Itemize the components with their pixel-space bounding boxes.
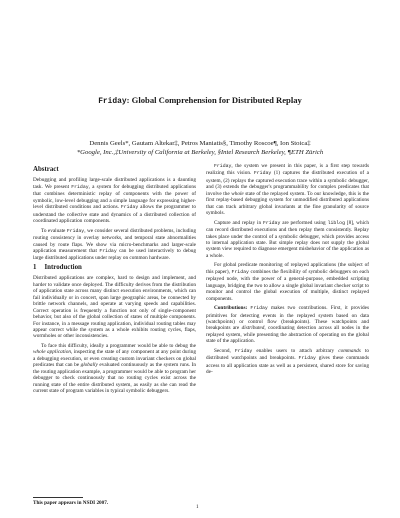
text-span: For global predicate monitoring of replayed applications (the subject of this paper), bbox=[206, 262, 369, 275]
text-span: allows the programmer to understand the collective state and dynamics of a distributed collection of coordinated application components. bbox=[33, 204, 196, 225]
right-paragraph-1 bbox=[206, 163, 369, 217]
system-name: Friday bbox=[99, 248, 117, 254]
intro-paragraph-1: Distributed applications are complex, hard to design and implement, and harder to validate once deployed. The difficulty derives from the distribution of application state across many distinct execution environments, which can fail individually or in concert, span large geographic areas, be connected by brittle network channels, and operate at varying speeds and capabilities. Correct operation is frequently a function not only of single-component behavior, but also of the global collection of states of multiple components. For instance, in a message routing application, individual routing tables may appear correct while the system as a whole exhibits routing cycles, flaps, wormholes or other inconsistencies. bbox=[33, 275, 196, 340]
abstract-heading: Abstract bbox=[33, 166, 59, 173]
title-rest: : Global Comprehension for Distributed Replay bbox=[126, 95, 302, 105]
text-span: To evaluate bbox=[41, 227, 67, 234]
system-name: Friday bbox=[298, 356, 316, 362]
author-block bbox=[0, 139, 400, 157]
right-column bbox=[206, 163, 369, 379]
title-system-name: Friday bbox=[98, 97, 127, 106]
system-name: Friday bbox=[214, 164, 232, 169]
text-span: , the system we present in this paper, is a first step towards realizing this vision. bbox=[206, 163, 369, 177]
text-span: , a system for debugging distributed applications that combines deterministic replay of components with the power of symbolic, low-level debugging and a simple language for expressing higher-level distributed conditions and actions. bbox=[33, 183, 197, 211]
system-name: Friday bbox=[262, 220, 281, 226]
text-span: (1) captures the distributed execution of a system, (2) replays the captured execution trace within a symbolic debugger, and (3) extends the debugger's programmability for complex predicates that involve the bbox=[206, 170, 369, 197]
author-names: Dennis Geels*, Gautam Altekar‡, Petros Maniatis§, Timothy Roscoe¶, Ion Stoica‡ bbox=[89, 140, 311, 147]
right-paragraph-3 bbox=[206, 262, 369, 302]
run-in-heading: Contributions: bbox=[214, 305, 248, 312]
system-name: Friday bbox=[66, 228, 85, 234]
system-name: Friday bbox=[234, 348, 253, 354]
introduction-heading bbox=[33, 265, 196, 271]
author-affiliations: *Google, Inc.,‡University of California at Berkeley, §Intel Research Berkeley, ¶ETH Zürich bbox=[76, 149, 324, 156]
text-span: enables users to attach arbitrary bbox=[252, 347, 339, 354]
emphasis: commands bbox=[338, 347, 361, 354]
text-span: makes two contributions. First, it provides primitives for detecting events in the replayed system based on data (watchpoints) or control flow (breakpoints). These watchpoints and breakpoints are bbox=[206, 305, 369, 332]
system-name: Friday bbox=[250, 306, 268, 312]
text-span: To face this difficulty, ideally a programmer would be able to debug the bbox=[41, 342, 196, 349]
text-span: , inspecting the state of any component at any point during a debugging execution, or even creating custom invariant checkers on global predicates that can be bbox=[33, 349, 196, 369]
text-span: , coordinating detection across all nodes in the replayed system, while presenting the abstraction of operating on the global state of the application. bbox=[206, 325, 370, 345]
text-span: Second, bbox=[214, 347, 235, 354]
page-number: 1 bbox=[196, 504, 199, 510]
left-column bbox=[33, 164, 196, 398]
system-name: Friday bbox=[253, 171, 272, 177]
system-name: Friday bbox=[231, 269, 249, 275]
text-span: to distributed watchpoints and breakpoints. bbox=[206, 347, 369, 362]
paper-title bbox=[0, 95, 400, 106]
abstract-paragraph-2 bbox=[33, 228, 196, 262]
emphasis: distributed bbox=[241, 325, 265, 332]
section-title: Introduction bbox=[44, 263, 82, 271]
text-span: are performed using bbox=[280, 219, 328, 226]
emphasis: whole bbox=[231, 190, 244, 197]
text-span: gives these commands access to all application state as well as a persistent, shared store for saving de- bbox=[206, 355, 369, 376]
text-span: combines the flexibility of symbolic debuggers on each replayed node, with the power of a general-purpose, embedded scripting language, bridging the two to allow a single global invariant checker script to monitor and control the global execution of multiple, distinct replayed components. bbox=[206, 268, 369, 302]
text-span: Debugging and profiling large-scale distributed applications is a daunting task. We present bbox=[33, 177, 196, 190]
right-paragraph-4 bbox=[206, 305, 369, 345]
footnote-rule bbox=[33, 497, 83, 498]
section-number: 1 bbox=[33, 263, 37, 271]
abstract-paragraph-1 bbox=[33, 177, 196, 224]
system-name: Friday bbox=[71, 184, 89, 190]
emphasis: globally bbox=[80, 362, 98, 369]
text-span: can be used interactively to debug large distributed applications under replay on common hardware. bbox=[33, 247, 197, 262]
text-span: state of the replayed system. To our knowledge, this is the first replay-based debugging system for unmodified distributed applications that can track arbitrary global invariants at the fine granularity of source symbols. bbox=[206, 190, 369, 217]
text-span: evaluated continuously as the system runs. In the routing application example, a programmer would be able to program her debugger to check continuously that no routing cycles exist across the running state of the entire distributed system, as easily as she can read the current state of program variables in typical symbolic debuggers. bbox=[33, 362, 196, 395]
intro-paragraph-2 bbox=[33, 343, 196, 395]
footnote: This paper appears in NSDI 2007. bbox=[33, 500, 109, 506]
emphasis: whole application bbox=[33, 349, 71, 356]
text-span: [8], which can record distributed executions and then replay them consistently. Replay takes place under the control of a symbolic debugger, which provides access to internal application state. But simple replay does not supply the global system view required to diagnose emergent misbehavior of the application as a whole. bbox=[206, 219, 370, 259]
right-paragraph-5 bbox=[206, 348, 369, 376]
system-name: Friday bbox=[120, 205, 139, 211]
text-span: , we consider several distributed problems, including routing consistency in overlay networks, and temporal state abnormalities caused by route flaps. We show via micro-benchmarks and larger-scale application measurement that bbox=[33, 227, 196, 254]
library-name: liblog bbox=[327, 220, 345, 226]
text-span: Capture and replay in bbox=[214, 219, 263, 226]
right-paragraph-2 bbox=[206, 220, 369, 260]
